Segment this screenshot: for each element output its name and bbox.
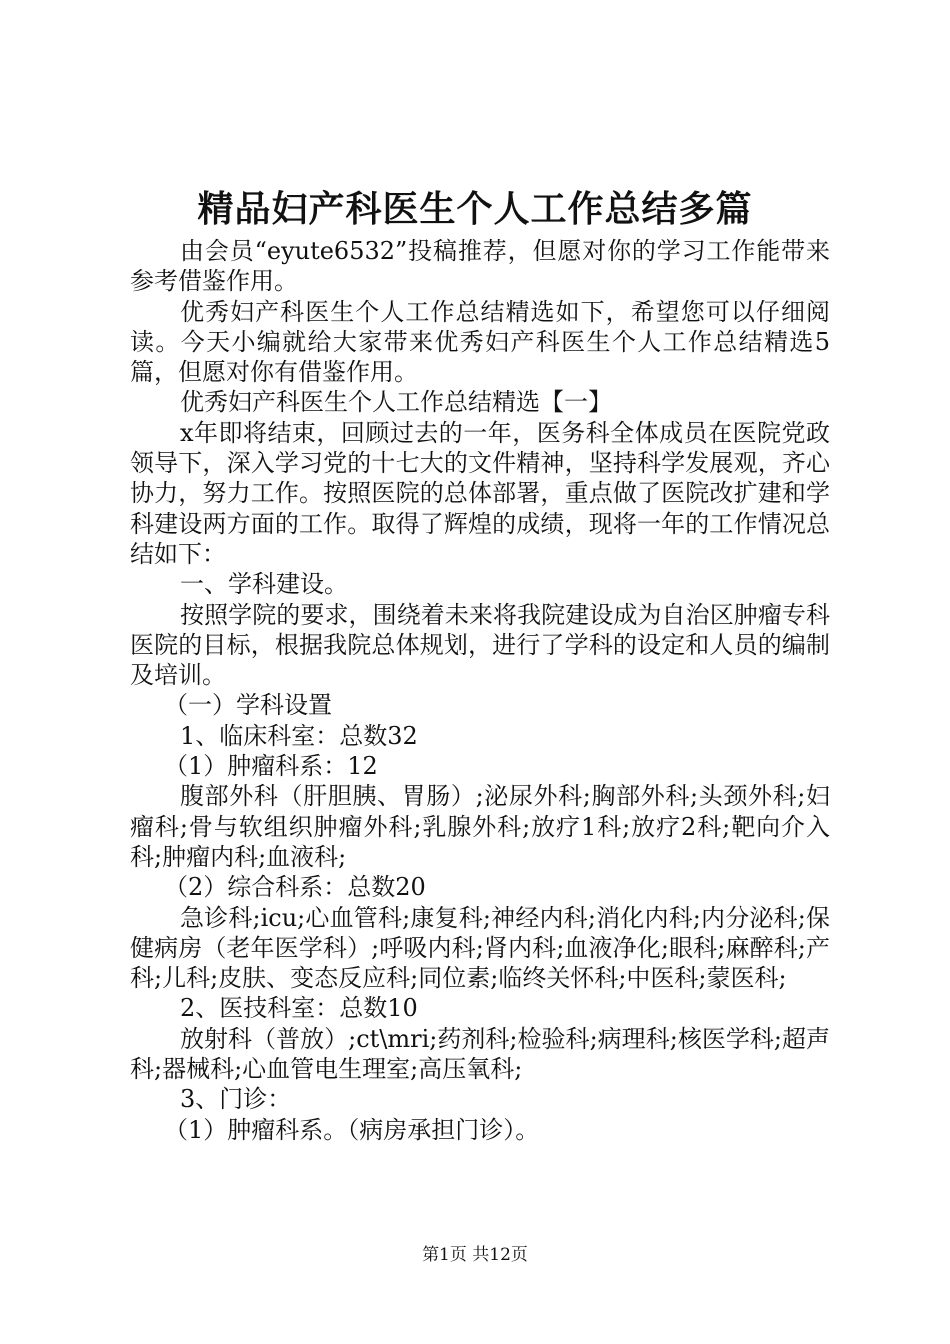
document-body (130, 236, 830, 1145)
heading-discipline-construction: 一、学科建设。 (180, 570, 348, 599)
paragraph-contributor-note: 由会员“eyute6532”投稿推荐，但愿对你的学习工作能带来参考借鉴作用。 (130, 237, 830, 296)
item-oncology-departments: （1）肿瘤科系：12 (164, 752, 378, 781)
list-general-departments: 急诊科;icu;心血管科;康复科;神经内科;消化内科;内分泌科;保健病房（老年医学科）;呼吸内科;肾内科;血液净化;眼科;麻醉科;产科;儿科;皮肤、变态反应科;同位素;临终关怀科;中医科;蒙医科; (130, 903, 830, 993)
subheading-discipline-setup: （一）学科设置 (164, 691, 332, 720)
item-medical-technology-departments: 2、医技科室：总数10 (180, 994, 418, 1023)
paragraph-discipline-goal: 按照学院的要求，围绕着未来将我院建设成为自治区肿瘤专科医院的目标，根据我院总体规划，进行了学科的设定和人员的编制及培训。 (130, 600, 830, 690)
document-title: 精品妇产科医生个人工作总结多篇 (197, 188, 753, 230)
item-outpatient: 3、门诊： (180, 1085, 292, 1114)
item-clinical-departments: 1、临床科室：总数32 (180, 721, 418, 750)
paragraph-year-summary: x年即将结束，回顾过去的一年，医务科全体成员在医院党政领导下，深入学习党的十七大的文件精神，坚持科学发展观，齐心协力，努力工作。按照医院的总体部署，重点做了医院改扩建和学科建设两方面的工作。取得了辉煌的成绩，现将一年的工作情况总结如下： (130, 418, 830, 568)
paragraph-intro: 优秀妇产科医生个人工作总结精选如下，希望您可以仔细阅读。今天小编就给大家带来优秀妇产科医生个人工作总结精选5篇，但愿对你有借鉴作用。 (130, 297, 830, 387)
item-general-departments: （2）综合科系：总数20 (164, 873, 426, 902)
section-heading-one: 优秀妇产科医生个人工作总结精选【一】 (180, 388, 612, 417)
list-medical-technology-departments: 放射科（普放）;ct\mri;药剂科;检验科;病理科;核医学科;超声科;器械科;心血管电生理室;高压氧科; (130, 1024, 830, 1084)
list-oncology-departments: 腹部外科（肝胆胰、胃肠）;泌尿外科;胸部外科;头颈外科;妇瘤科;骨与软组织肿瘤外科;乳腺外科;放疗1科;放疗2科;靶向介入科;肿瘤内科;血液科; (130, 782, 830, 871)
item-oncology-outpatient: （1）肿瘤科系。（病房承担门诊）。 (164, 1115, 540, 1144)
page-footer: 第1页 共12页 (422, 1245, 528, 1265)
